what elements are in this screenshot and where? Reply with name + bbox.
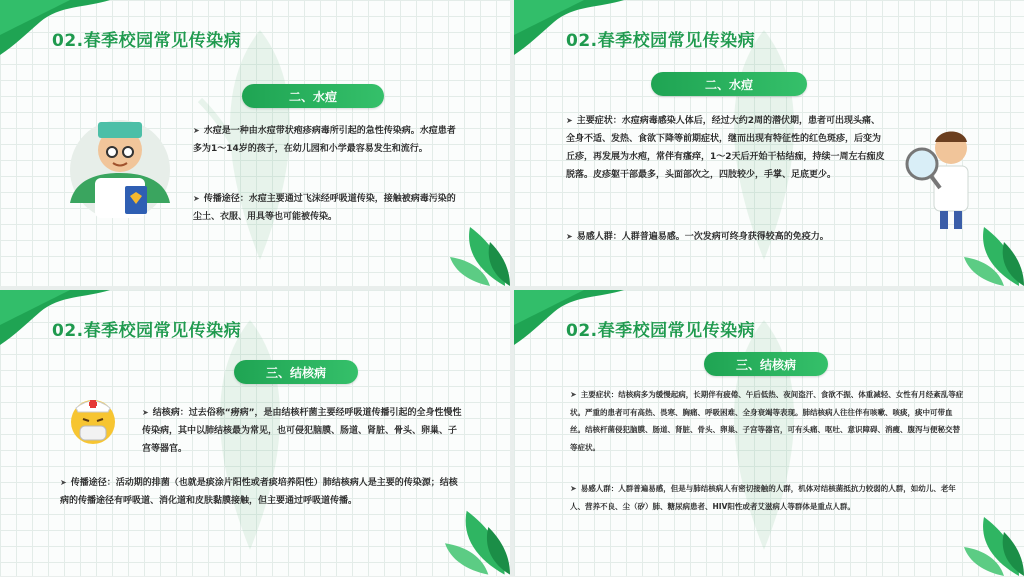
doctor-magnifier-icon xyxy=(904,126,984,236)
slide-2[interactable] xyxy=(514,0,1024,286)
page-title: 02.春季校园常见传染病 xyxy=(52,31,242,51)
bullet-arrow-icon: ➤ xyxy=(566,232,573,241)
page-title: 02.春季校园常见传染病 xyxy=(566,31,756,51)
leaf-decoration xyxy=(964,512,1024,576)
bullet-arrow-icon: ➤ xyxy=(193,194,200,203)
paragraph-1: ➤ 主要症状：结核病多为缓慢起病，长期伴有疲倦、午后低热、夜间盗汗、食欲不振、体重减轻、女性有月经紊乱等症状。严重的患者可有高热、畏寒、胸痛、呼吸困难、全身衰竭等表现。肺结核病人往往伴有咳嗽、咳痰，痰中可带血丝。结核杆菌侵犯脑膜、肠道、肾脏、骨头、卵巢、子宫等器官，可有头痛、呕吐、意识障碍、消瘦、腹泻与便秘交替等症状。 xyxy=(570,390,964,452)
doctor-icon xyxy=(55,108,185,218)
section-pill: 三、结核病 xyxy=(704,352,828,376)
paragraph-2: ➤ 传播途径：水痘主要通过飞沫经呼吸道传染，接触被病毒污染的尘土、衣服、用具等也可能被传染。 xyxy=(193,194,456,222)
page-title: 02.春季校园常见传染病 xyxy=(52,321,242,341)
slide-1[interactable] xyxy=(0,0,510,286)
bullet-arrow-icon: ➤ xyxy=(570,484,577,493)
section-pill: 二、水痘 xyxy=(651,72,807,96)
paragraph-2: ➤ 易感人群：人群普遍易感。一次发病可终身获得较高的免疫力。 xyxy=(566,232,829,242)
bullet-arrow-icon: ➤ xyxy=(60,478,67,487)
paragraph-2: ➤ 传播途径：活动期的排菌（也就是痰涂片阳性或者痰培养阳性）肺结核病人是主要的传染源；结核病的传播途径有呼吸道、消化道和皮肤黏膜接触，但主要通过呼吸道传播。 xyxy=(60,478,458,506)
bullet-arrow-icon: ➤ xyxy=(566,116,573,125)
section-pill: 二、水痘 xyxy=(242,84,384,108)
paragraph-1: ➤ 主要症状：水痘病毒感染人体后，经过大约2周的潜伏期，患者可出现头痛、全身不适、发热、食欲下降等前期症状，继而出现有特征性的红色斑疹，后变为丘疹，再发展为水疱，常伴有瘙痒，1～2天后开始干枯结痂，持续一周左右痂皮脱落。皮疹躯干部最多，头面部次之，四肢较少，手掌、足底更少。 xyxy=(566,116,885,180)
bullet-arrow-icon: ➤ xyxy=(570,390,577,399)
slide-3[interactable] xyxy=(0,290,510,576)
paragraph-1: ➤ 水痘是一种由水痘带状疱疹病毒所引起的急性传染病。水痘患者多为1～14岁的孩子，在幼儿园和小学最容易发生和流行。 xyxy=(193,126,456,154)
paragraph-1: ➤ 结核病：过去俗称“痨病”，是由结核杆菌主要经呼吸道传播引起的全身性慢性传染病，其中以肺结核最为常见，也可侵犯脑膜、肠道、肾脏、骨头、卵巢、子宫等器官。 xyxy=(142,408,462,454)
bullet-arrow-icon: ➤ xyxy=(193,126,200,135)
leaf-decoration xyxy=(964,222,1024,286)
leaf-decoration xyxy=(445,504,510,576)
page-title: 02.春季校园常见传染病 xyxy=(566,321,756,341)
bullet-arrow-icon: ➤ xyxy=(142,408,149,417)
section-pill: 三、结核病 xyxy=(234,360,358,384)
paragraph-2: ➤ 易感人群：人群普遍易感，但是与肺结核病人有密切接触的人群，机体对结核菌抵抗力较弱的人群，如幼儿、老年人、营养不良、尘（矽）肺、糖尿病患者、HIV阳性或者艾滋病人等群体是重点人群。 xyxy=(570,484,956,511)
slide-4[interactable] xyxy=(514,290,1024,576)
leaf-decoration xyxy=(450,222,510,286)
nurse-emoji-icon xyxy=(68,394,118,446)
